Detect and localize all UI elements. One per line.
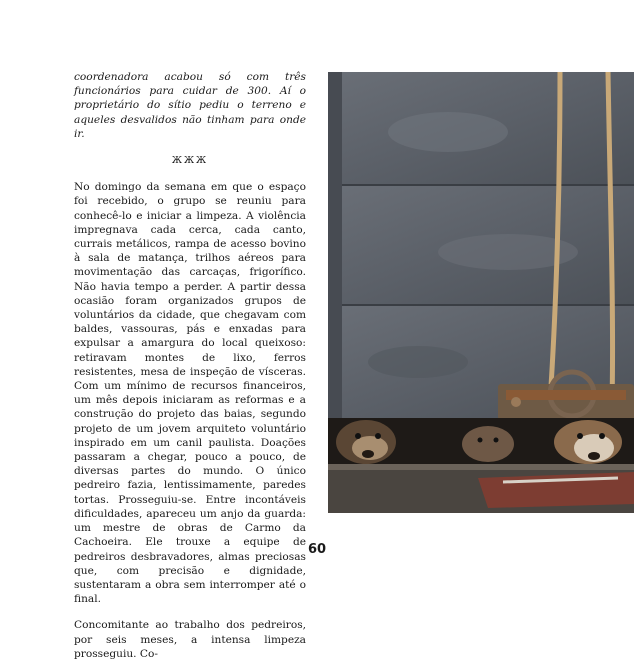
intro-paragraph: coordenadora acabou só com três funcionários para cuidar de 300. Aí o proprietário do sítio pediu o terreno e aqueles desvalidos não tinham para onde ir. [74, 71, 306, 140]
dogs-under-gate-photo [328, 72, 634, 513]
page-number: 60 [307, 542, 327, 557]
body-paragraph: No domingo da semana em que o espaço foi recebido, o grupo se reuniu para conhecê-lo e iniciar a limpeza. A violência impregnava cada cerca, cada canto, currais metálicos, rampa de acesso bovino à sala de matança, trilhos aéreos para movimentação das carcaças, frigorífico. Não havia tempo a perder. A partir dessa ocasião foram organizados grupos de voluntários da cidade, que chegavam com baldes, vassouras, pás e enxadas para expulsar a amargura do local queixoso: retiravam montes de lixo, ferros resistentes, mesa de inspeção de vísceras. Com um mínimo de recursos financeiros, um mês depois iniciaram as reformas e a construção do projeto das baias, segundo projeto de um jovem arquiteto voluntário inspirado em um canil paulista. Doações passaram a chegar, pouco a pouco, de diversas partes do mundo. O único pedreiro fazia, lentissimamente, paredes tortas. Prosseguiu-se. Entre incontáveis dificuldades, apareceu um anjo da guarda: um mestre de obras de Carmo da Cachoeira. Ele trouxe a equipe de pedreiros desbravadores, almas preciosas que, com precisão e dignidade, sustentaram a obra sem interromper até o final. [74, 181, 306, 606]
section-separator: ЖЖЖ [171, 156, 209, 167]
dog-middle [462, 426, 514, 462]
body-paragraph: Concomitante ao trabalho dos pedreiros, por seis meses, a intensa limpeza prosseguiu. Co- [74, 619, 306, 660]
text-column [74, 70, 306, 661]
dog-right [554, 420, 622, 464]
dog-left [336, 420, 396, 464]
